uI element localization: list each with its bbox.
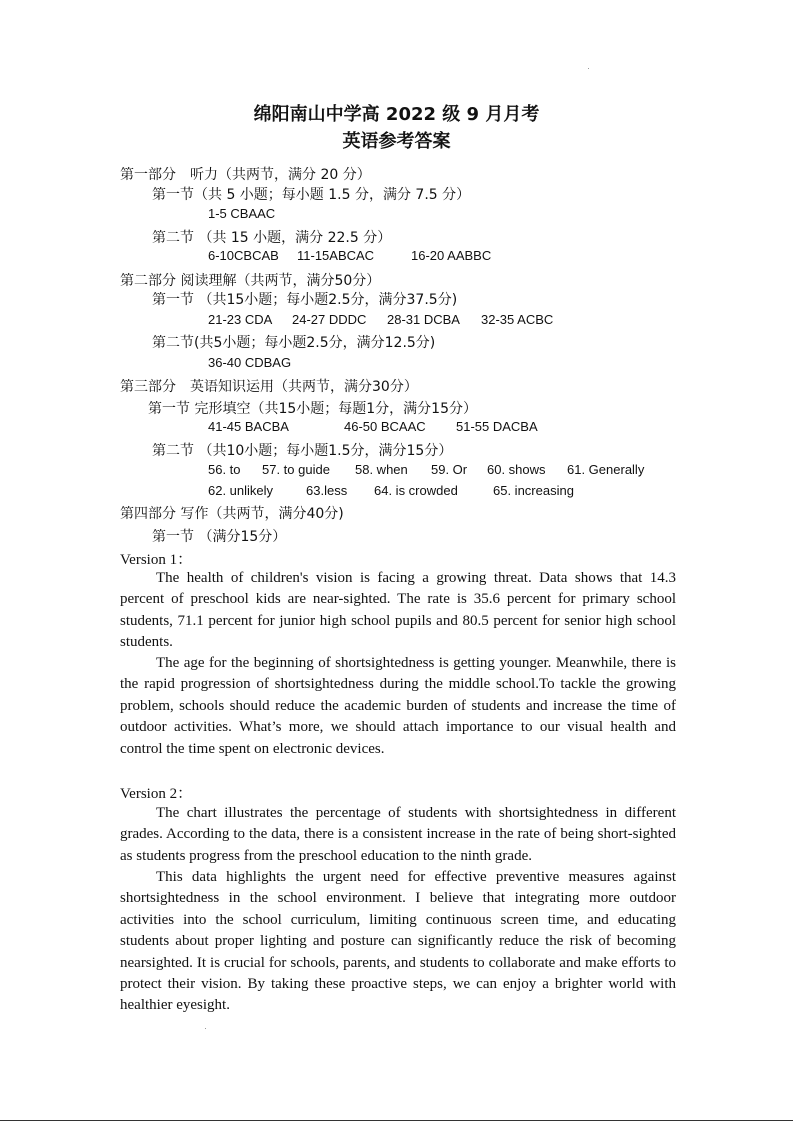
part2-section2-heading: 第二节(共5小题；每小题2.5分，满分12.5分) xyxy=(152,335,436,351)
answer-group: 16-20 AABBC xyxy=(411,248,492,263)
part1-section2-heading: 第二节 （共 15 小题，满分 22.5 分） xyxy=(152,230,392,246)
page-title: 绵阳南山中学高 2022 级 9 月月考 xyxy=(253,104,540,125)
scan-speck xyxy=(205,1028,206,1029)
version2-paragraph2: This data highlights the urgent need for effective preventive measures against shortsightedness in the school environment. I believe that integrating more outdoor activities into the school curriculum, limiting continuous screen time, and educating students about proper lighting and posture can significantly reduce the risk of becoming nearsighted. It is crucial for schools, parents, and students to collaborate and make efforts to protect their vision. By taking these proactive steps, we can enjoy a brighter world with healthier eyesight. xyxy=(120,869,676,1014)
part2-section1-heading: 第一节 （共15小题；每小题2.5分，满分37.5分) xyxy=(152,292,458,308)
answer-group: 21-23 CDA xyxy=(208,312,273,327)
part4-heading: 第四部分 写作（共两节，满分40分) xyxy=(120,506,344,522)
page-bottom-border xyxy=(0,1120,793,1121)
answer-item: 59. Or xyxy=(431,462,468,477)
part2-heading: 第二部分 阅读理解（共两节，满分50分） xyxy=(120,273,381,289)
version2-paragraph1: The chart illustrates the percentage of students with shortsightedness in different grades. According to the data, there is a consistent increase in the rate of being short-sighted as students progress from the preschool education to the ninth grade. xyxy=(120,805,676,864)
part1-heading: 第一部分 听力（共两节，满分 20 分） xyxy=(120,167,371,183)
part1-section1-answers: 1-5 CBAAC xyxy=(208,206,276,221)
part3-heading: 第三部分 英语知识运用（共两节，满分30分） xyxy=(120,379,418,395)
answer-item: 64. is crowded xyxy=(374,483,458,498)
answer-item: 61. Generally xyxy=(567,462,645,477)
answer-item: 63.less xyxy=(306,483,348,498)
version1-paragraph1: The health of children's vision is facing a growing threat. Data shows that 14.3 percent of preschool kids are near-sighted. The rate is 35.6 percent for primary school students, 71.1 percent for junior high school pupils and 80.5 percent for senior high school students. xyxy=(120,570,676,651)
answer-item: 56. to xyxy=(208,462,241,477)
part2-section2-answers: 36-40 CDBAG xyxy=(208,355,292,370)
answer-item: 57. to guide xyxy=(262,462,330,477)
part3-section2-heading: 第二节 （共10小题；每小题1.5分，满分15分） xyxy=(152,443,453,459)
answer-group: 32-35 ACBC xyxy=(481,312,554,327)
answer-group: 51-55 DACBA xyxy=(456,419,538,434)
answer-group: 28-31 DCBA xyxy=(387,312,460,327)
part3-section1-heading: 第一节 完形填空（共15小题；每题1分，满分15分） xyxy=(148,401,477,417)
part4-section1-heading: 第一节 （满分15分） xyxy=(152,529,287,545)
answer-item: 65. increasing xyxy=(493,483,574,498)
answer-group: 41-45 BACBA xyxy=(208,419,289,434)
answer-item: 60. shows xyxy=(487,462,546,477)
version2-label: Version 2： xyxy=(120,786,193,802)
answer-item: 58. when xyxy=(355,462,408,477)
page-subtitle: 英语参考答案 xyxy=(342,131,451,152)
part1-section1-heading: 第一节（共 5 小题；每小题 1.5 分，满分 7.5 分） xyxy=(152,187,471,203)
answer-group: 24-27 DDDC xyxy=(292,312,367,327)
answer-group: 11-15ABCAC xyxy=(297,248,375,263)
answer-group: 46-50 BCAAC xyxy=(344,419,426,434)
scan-speck xyxy=(588,68,589,69)
version1-paragraph2: The age for the beginning of shortsightedness is getting younger. Meanwhile, there is the rapid progression of shortsightedness during the middle school.To tackle the growing problem, schools should reduce the academic burden of students and increase the time of outdoor activities. What’s more, we should attach importance to our visual health and control the time spent on electronic devices. xyxy=(120,655,676,757)
answer-group: 6-10CBCAB xyxy=(208,248,279,263)
version1-label: Version 1： xyxy=(120,552,193,568)
answer-item: 62. unlikely xyxy=(208,483,274,498)
